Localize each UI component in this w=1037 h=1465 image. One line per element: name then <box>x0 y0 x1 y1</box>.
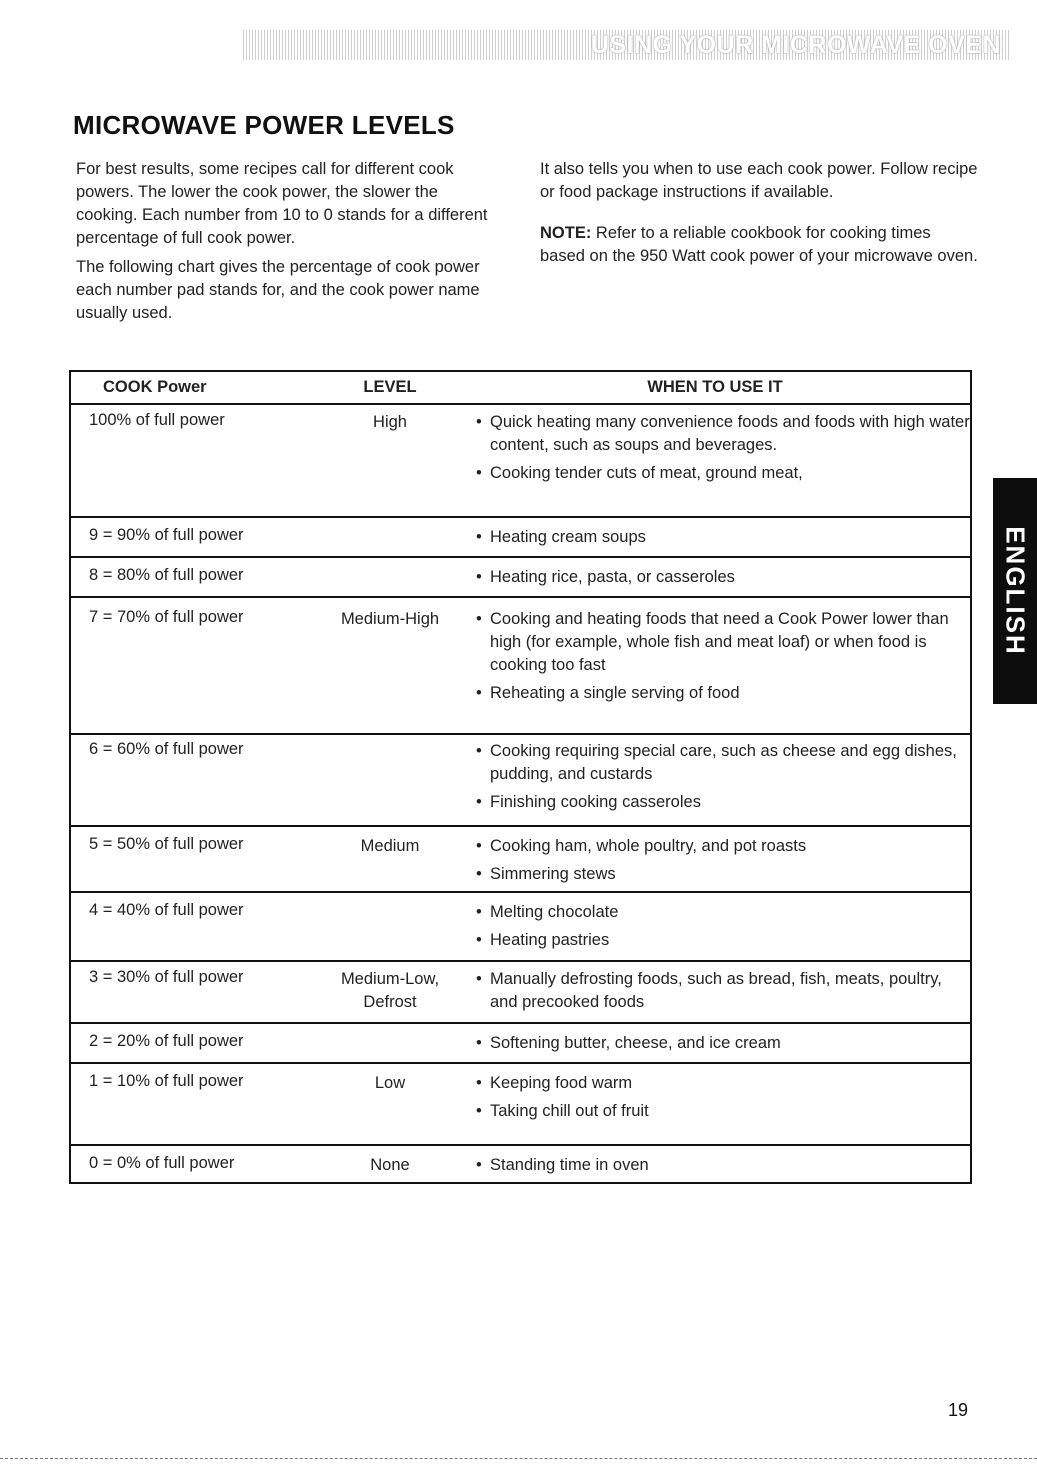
cook-power-cell: 9 = 90% of full power <box>70 517 320 557</box>
cook-power-cell: 100% of full power <box>70 404 320 517</box>
level-cell: High <box>320 404 460 517</box>
table-row <box>70 1063 971 1145</box>
usage-item: • Cooking tender cuts of meat, ground meat, <box>476 462 970 485</box>
table-row <box>70 517 971 557</box>
usage-item: • Standing time in oven <box>476 1154 970 1177</box>
bottom-divider <box>0 1458 1037 1459</box>
column-header-cook-power: COOK Power <box>70 371 320 404</box>
when-to-use-cell <box>460 826 971 892</box>
table-row <box>70 961 971 1023</box>
usage-item: • Simmering stews <box>476 863 970 886</box>
level-cell <box>320 517 460 557</box>
when-to-use-cell <box>460 597 971 734</box>
table-row <box>70 404 971 517</box>
cook-power-cell: 8 = 80% of full power <box>70 557 320 597</box>
when-to-use-cell <box>460 892 971 961</box>
usage-list <box>476 740 970 814</box>
when-to-use-cell <box>460 1145 971 1183</box>
usage-list <box>476 608 970 705</box>
table-row <box>70 1145 971 1183</box>
when-to-use-cell <box>460 517 971 557</box>
usage-item: • Reheating a single serving of food <box>476 682 970 705</box>
usage-item: • Heating pastries <box>476 929 970 952</box>
intro-left-column <box>76 158 496 331</box>
when-to-use-cell <box>460 1063 971 1145</box>
level-cell: None <box>370 1156 410 1174</box>
when-to-use-cell <box>460 404 971 517</box>
page-number: 19 <box>948 1400 969 1420</box>
table-row <box>70 734 971 826</box>
cook-power-cell: 4 = 40% of full power <box>70 892 320 961</box>
usage-item: • Cooking and heating foods that need a Cook Power lower than high (for example, whole fish and meat loaf) or when food is cooking too fast <box>476 608 970 677</box>
level-cell: Medium-Low, Defrost <box>320 961 460 1023</box>
table-row <box>70 826 971 892</box>
level-cell: Medium-High <box>320 597 460 734</box>
level-cell <box>320 734 460 826</box>
when-to-use-cell <box>460 557 971 597</box>
usage-item: • Softening butter, cheese, and ice cream <box>476 1032 970 1055</box>
table-row <box>70 557 971 597</box>
when-to-use-cell <box>460 734 971 826</box>
usage-list <box>476 566 970 589</box>
usage-item: • Taking chill out of fruit <box>476 1100 970 1123</box>
language-side-tab <box>993 478 1037 704</box>
section-header-band <box>243 30 1009 60</box>
usage-list <box>476 901 970 952</box>
usage-list <box>476 835 970 886</box>
table-row <box>70 1023 971 1063</box>
table-body <box>70 404 971 1183</box>
side-tab-label: ENGLISH <box>1000 526 1031 656</box>
note-label: NOTE: <box>540 224 592 242</box>
cook-power-cell: 6 = 60% of full power <box>70 734 320 826</box>
usage-item: • Manually defrosting foods, such as bread, fish, meats, poultry, and precooked foods <box>476 968 970 1014</box>
usage-list <box>476 1032 970 1055</box>
when-to-use-cell <box>460 961 971 1023</box>
intro-right-column <box>540 158 980 274</box>
level-cell <box>320 892 460 961</box>
usage-item: • Heating rice, pasta, or casseroles <box>476 566 970 589</box>
level-cell: Medium <box>320 826 460 892</box>
usage-item: • Melting chocolate <box>476 901 970 924</box>
usage-list <box>476 1072 970 1123</box>
table-row <box>70 597 971 734</box>
usage-item: • Heating cream soups <box>476 526 970 549</box>
intro-paragraph-3: It also tells you when to use each cook power. Follow recipe or food package instructions if available. <box>540 160 978 201</box>
usage-item: • Quick heating many convenience foods and foods with high water content, such as soups and beverages. <box>476 411 970 457</box>
usage-item: • Keeping food warm <box>476 1072 970 1095</box>
when-to-use-cell <box>460 1023 971 1063</box>
usage-item: • Finishing cooking casseroles <box>476 791 970 814</box>
cook-power-cell: 2 = 20% of full power <box>70 1023 320 1063</box>
level-cell <box>320 557 460 597</box>
table-header-row <box>70 371 971 404</box>
usage-list <box>476 1154 970 1177</box>
cook-power-cell: 1 = 10% of full power <box>70 1063 320 1145</box>
usage-list <box>476 526 970 549</box>
cook-power-cell: 3 = 30% of full power <box>70 961 320 1023</box>
power-levels-table <box>69 370 972 1184</box>
cook-power-cell: 0 = 0% of full power <box>89 1154 235 1172</box>
intro-paragraph-1: For best results, some recipes call for different cook powers. The lower the cook power, the slower the cooking. Each number from 10 to 0 stands for a different percentage of full cook power. <box>76 160 488 247</box>
usage-item: • Cooking ham, whole poultry, and pot roasts <box>476 835 970 858</box>
note-paragraph <box>540 222 980 268</box>
usage-list <box>476 968 970 1014</box>
table-row <box>70 892 971 961</box>
column-header-when-to-use: WHEN TO USE IT <box>460 371 971 404</box>
usage-item: • Cooking requiring special care, such as cheese and egg dishes, pudding, and custards <box>476 740 970 786</box>
level-cell: Low <box>320 1063 460 1145</box>
column-header-level: LEVEL <box>320 371 460 404</box>
cook-power-cell: 5 = 50% of full power <box>70 826 320 892</box>
cook-power-cell: 7 = 70% of full power <box>70 597 320 734</box>
page-title: MICROWAVE POWER LEVELS <box>73 110 455 140</box>
section-title: USING YOUR MICROWAVE OVEN <box>590 31 1001 59</box>
intro-paragraph-2: The following chart gives the percentage of cook power each number pad stands for, and the cook power name usually used. <box>76 258 480 322</box>
note-text: Refer to a reliable cookbook for cooking times based on the 950 Watt cook power of your microwave oven. <box>540 224 978 265</box>
level-cell <box>320 1023 460 1063</box>
usage-list <box>476 411 970 485</box>
